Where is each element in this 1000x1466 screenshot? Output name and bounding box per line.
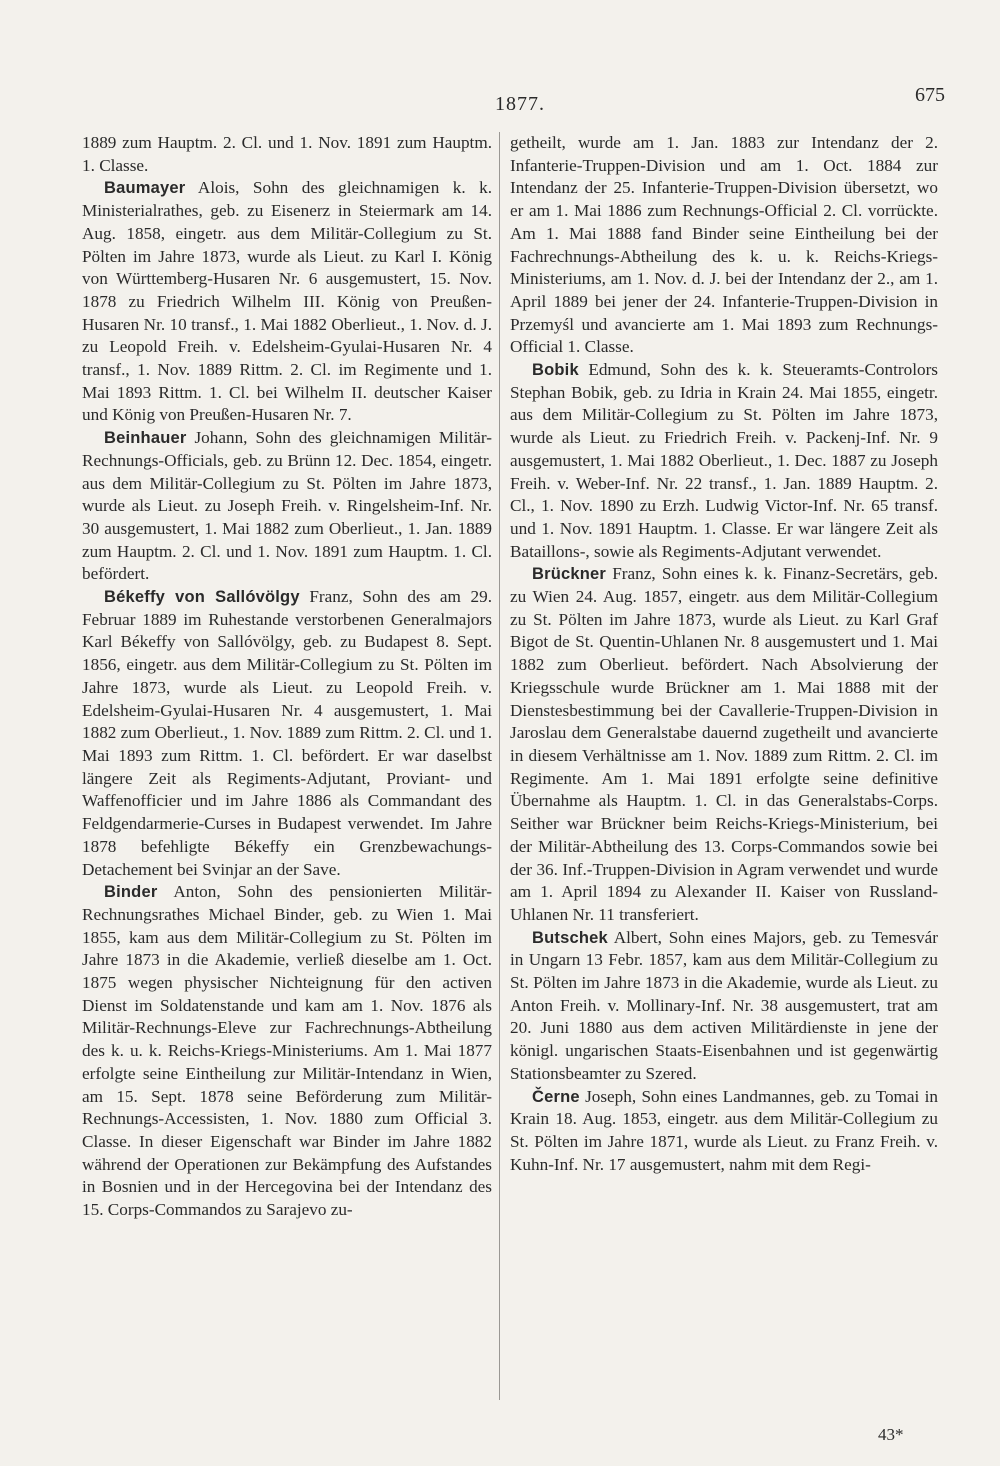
- entry-bekeffy: [82, 586, 492, 881]
- entry-text: Anton, Sohn des pensionierten Militär-Rechnungsrathes Michael Binder, geb. zu Wien 1. Mai 1855, kam aus dem Militär-Collegium zu St. Pölten im Jahre 1873 in die Akademie, verließ dieselbe am 1. Oct. 1875 wegen physischer Nichteignung für den activen Dienst im Soldatenstande und kam am 1. Nov. 1876 als Militär-Rechnungs-Eleve zur Fachrechnungs-Abtheilung des k. u. k. Reichs-Kriegs-Ministeriums. Am 1. Mai 1877 erfolgte seine Eintheilung zur Militär-Intendanz in Wien, am 15. Sept. 1878 seine Beförderung zum Militär-Rechnungs-Accessisten, 1. Nov. 1880 zum Official 3. Classe. In dieser Eigenschaft war Binder im Jahre 1882 während der Operationen zur Bekämpfung des Aufstandes in Bosnien und in der Hercegovina bei der Intendanz des 15. Corps-Commandos zu Sarajevo zu-: [82, 882, 492, 1220]
- page-number: 675: [915, 84, 945, 106]
- entry-text: 1889 zum Hauptm. 2. Cl. und 1. Nov. 1891 zum Hauptm. 1. Classe.: [82, 133, 492, 175]
- entry-text: Albert, Sohn eines Majors, geb. zu Temesvár in Ungarn 13 Febr. 1857, kam aus dem Militär-Collegium zu St. Pölten im Jahre 1873 in die Akademie, wurde als Lieut. zu Anton Freih. v. Mollinary-Inf. Nr. 38 ausgemustert, trat am 20. Juni 1880 aus dem activen Militärdienste in jene der königl. ungarischen Staats-Eisenbahnen und ist gegenwärtig Stationsbeamter zu Szered.: [510, 927, 938, 1083]
- signature-mark: 43*: [878, 1425, 904, 1444]
- entry-cerne: [510, 1086, 938, 1177]
- entry-name: Békeffy von Sallóvölgy: [104, 588, 300, 607]
- right-column: [510, 132, 938, 1176]
- entry-name: Butschek: [532, 928, 608, 947]
- entry-butschek: [510, 927, 938, 1086]
- entry-text: Franz, Sohn des am 29. Februar 1889 im Ruhestande verstorbenen Generalmajors Karl Békeffy von Sallóvölgy, geb. zu Budapest 8. Sept. 1856, eingetr. aus dem Militär-Collegium zu St. Pölten im Jahre 1873, wurde als Lieut. zu Leopold Freih. v. Edelsheim-Gyulai-Husaren Nr. 4 ausgemustert, 1. Mai 1882 zum Oberlieut., 1. Nov. 1889 zum Rittm. 2. Cl. und 1. Mai 1893 zum Rittm. 1. Cl. befördert. Er war daselbst längere Zeit als Regiments-Adjutant, Proviant- und Waffenofficier und im Jahre 1886 als Commandant des Feldgendarmerie-Curses in Budapest verwendet. Im Jahre 1878 befehligte Békeffy ein Grenzbewachungs-Detachement bei Svinjar an der Save.: [82, 587, 492, 879]
- entry-brueckner: [510, 563, 938, 926]
- entry-name: Baumayer: [104, 179, 186, 198]
- entry-name: Brückner: [532, 565, 607, 584]
- entry-name: Bobik: [532, 361, 579, 380]
- entry-text: Joseph, Sohn eines Landmannes, geb. zu Tomai in Krain 18. Aug. 1853, eingetr. aus dem Militär-Collegium zu St. Pölten im Jahre 1871, wurde als Lieut. zu Franz Freih. v. Kuhn-Inf. Nr. 17 ausgemustert, nahm mit dem Regi-: [510, 1086, 938, 1174]
- entry-name: Černe: [532, 1087, 580, 1106]
- entry-text: Alois, Sohn des gleichnamigen k. k. Ministerialrathes, geb. zu Eisenerz in Steiermark am 14. Aug. 1858, eingetr. aus dem Militär-Collegium zu St. Pölten im Jahre 1873, wurde als Lieut. zu Karl I. König von Württemberg-Husaren Nr. 6 ausgemustert, 15. Nov. 1878 zu Friedrich Wilhelm III. König von Preußen-Husaren Nr. 10 transf., 1. Mai 1882 Oberlieut., 1. Nov. d. J. zu Leopold Freih. v. Edelsheim-Gyulai-Husaren Nr. 4 transf., 1. Nov. 1889 Rittm. 2. Cl. im Regimente und 1. Mai 1893 Rittm. 1. Cl. bei Wilhelm II. deutscher Kaiser und König von Preußen-Husaren Nr. 7.: [82, 178, 492, 425]
- running-header-year: 1877.: [495, 93, 545, 115]
- entry-continuation: [510, 132, 938, 359]
- entry-continuation: [82, 132, 492, 177]
- entry-name: Beinhauer: [104, 429, 187, 448]
- entry-name: Binder: [104, 883, 158, 902]
- left-column: [82, 132, 492, 1222]
- entry-text: Franz, Sohn eines k. k. Finanz-Secretärs, geb. zu Wien 24. Aug. 1857, eingetr. aus dem Militär-Collegium zu St. Pölten im Jahre 1873, wurde als Lieut. zu Karl Graf Bigot de St. Quentin-Uhlanen Nr. 8 ausgemustert und 1. Mai 1882 zum Oberlieut. befördert. Nach Absolvierung der Kriegsschule wurde Brückner am 1. Mai 1888 mit der Dienstesbestimmung bei der Cavallerie-Truppen-Division in Jaroslau dem Generalstabe dauernd zugetheilt und avancierte in diesem Verhältnisse am 1. Nov. 1889 zum Rittm. 2. Cl. im Regimente. Am 1. Mai 1891 erfolgte seine definitive Übernahme als Hauptm. 1. Cl. in das Generalstabs-Corps. Seither war Brückner beim Reichs-Kriegs-Ministerium, bei der Militär-Abtheilung des 13. Corps-Commandos sowie bei der 36. Inf.-Truppen-Division in Agram verwendet und wurde am 1. April 1894 zu Alexander II. Kaiser von Russland-Uhlanen Nr. 11 transferiert.: [510, 564, 938, 924]
- entry-baumayer: [82, 177, 492, 427]
- entry-text: Edmund, Sohn des k. k. Steueramts-Controlors Stephan Bobik, geb. zu Idria in Krain 24. Mai 1855, eingetr. aus dem Militär-Collegium zu St. Pölten im Jahre 1873, wurde als Lieut. zu Friedrich Freih. v. Packenj-Inf. Nr. 9 ausgemustert, 1. Mai 1882 Oberlieut., 1. Dec. 1887 zu Joseph Freih. v. Weber-Inf. Nr. 22 transf., 1. Jan. 1889 Hauptm. 2. Cl., 1. Nov. 1890 zu Erzh. Ludwig Victor-Inf. Nr. 65 transf. und 1. Nov. 1891 Hauptm. 1. Classe. Er war längere Zeit als Bataillons-, sowie als Regiments-Adjutant verwendet.: [510, 360, 938, 561]
- entry-text: Johann, Sohn des gleichnamigen Militär-Rechnungs-Officials, geb. zu Brünn 12. Dec. 1854, eingetr. aus dem Militär-Collegium zu St. Pölten im Jahre 1873, wurde als Lieut. zu Joseph Freih. v. Ringelsheim-Inf. Nr. 30 ausgemustert, 1. Mai 1882 zum Oberlieut., 1. Jan. 1889 zum Hauptm. 2. Cl. und 1. Nov. 1891 zum Hauptm. 1. Cl. befördert.: [82, 428, 492, 584]
- entry-binder: [82, 881, 492, 1222]
- entry-text: getheilt, wurde am 1. Jan. 1883 zur Intendanz der 2. Infanterie-Truppen-Division und am 1. Oct. 1884 zur Intendanz der 25. Infanterie-Truppen-Division übersetzt, wo er am 1. Mai 1886 zum Rechnungs-Official 2. Cl. vorrückte. Am 1. Mai 1888 fand Binder seine Eintheilung bei der Fachrechnungs-Abtheilung des k. u. k. Reichs-Kriegs-Ministeriums, am 1. Nov. d. J. bei der Intendanz der 2., am 1. April 1889 bei jener der 24. Infanterie-Truppen-Division in Przemyśl und avancierte am 1. Mai 1893 zum Rechnungs-Official 1. Classe.: [510, 133, 938, 357]
- column-divider: [499, 132, 500, 1400]
- entry-beinhauer: [82, 427, 492, 586]
- entry-bobik: [510, 359, 938, 563]
